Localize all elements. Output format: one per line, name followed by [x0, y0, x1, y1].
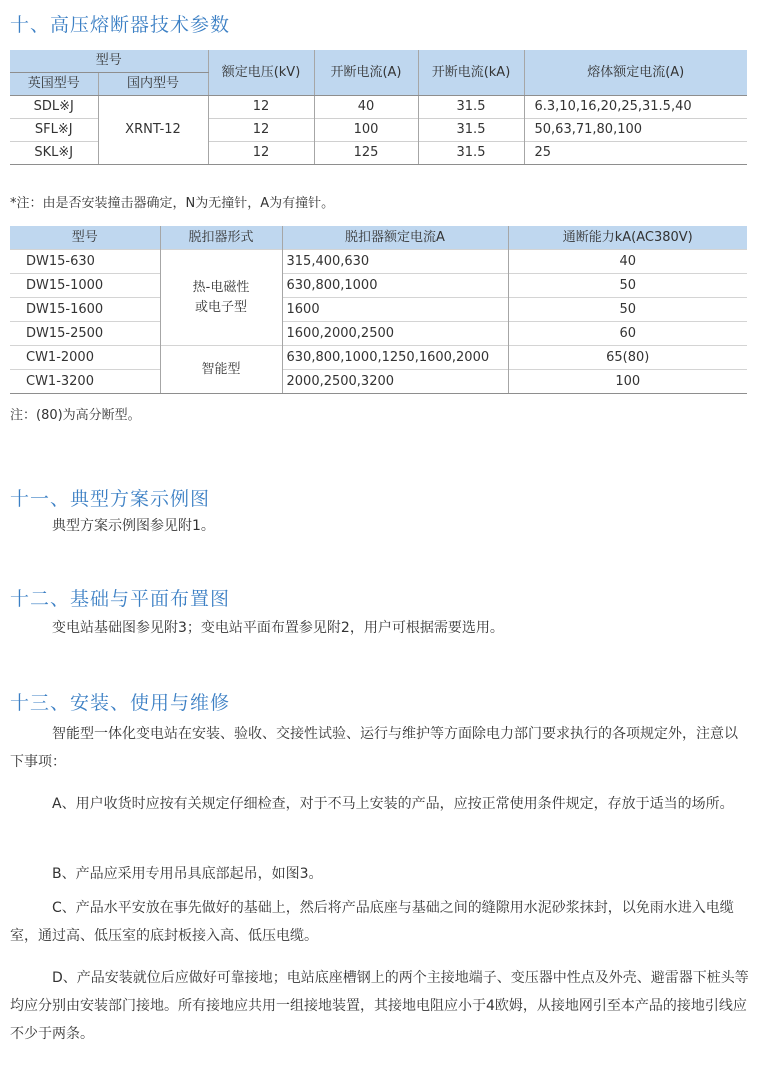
table-row: [10, 370, 747, 394]
header-trip-rated: 脱扣器额定电流A: [282, 226, 508, 250]
table-row: [10, 322, 747, 346]
item-b: B、产品应采用专用吊具底部起吊，如图3。: [52, 866, 323, 882]
table-header-row: [10, 226, 747, 250]
header-model: 型号: [10, 226, 160, 250]
trip-type-line: 或电子型: [194, 299, 247, 315]
table-row: [10, 346, 747, 370]
header-capacity: 通断能力kA(AC380V): [508, 226, 747, 250]
section-13-intro: 智能型一体化变电站在安装、验收、交接性试验、运行与维护等方面除电力部门要求执行的各项规定外，注意以下事项：: [10, 726, 738, 770]
fuse-current: 50,63,71,80,100: [524, 119, 747, 142]
header-cn-model: 国内型号: [98, 73, 208, 96]
voltage: 12: [208, 96, 314, 119]
break-current-ka: 31.5: [418, 96, 524, 119]
table-header-row: [10, 50, 747, 73]
item-d: D、产品安装就位后应做好可靠接地；电站底座槽钢上的两个主接地端子、变压器中性点及外壳、避雷器下桩头等均应分别由安装部门接地。所有接地应共用一组接地装置，其接地电阻应小于4欧姆，从接地网引至本产品的接地引线应不少于两条。: [10, 970, 749, 1042]
breaker-note: 注：(80)为高分断型。: [10, 408, 141, 423]
en-model: SFL※J: [10, 119, 98, 142]
voltage: 12: [208, 142, 314, 165]
trip-type-thermal: [160, 250, 282, 346]
capacity: 50: [508, 298, 747, 322]
trip-rated: 1600,2000,2500: [282, 322, 508, 346]
model: DW15-630: [10, 250, 160, 274]
table-row: [10, 274, 747, 298]
en-model: SKL※J: [10, 142, 98, 165]
capacity: 40: [508, 250, 747, 274]
fuse-spec-table: [10, 50, 747, 165]
break-current-a: 125: [314, 142, 418, 165]
cn-model: XRNT-12: [98, 96, 208, 165]
model: DW15-2500: [10, 322, 160, 346]
break-current-a: 100: [314, 119, 418, 142]
section-10-title: 十、高压熔断器技术参数: [10, 14, 231, 36]
table-row: [10, 250, 747, 274]
model: CW1-3200: [10, 370, 160, 394]
break-current-a: 40: [314, 96, 418, 119]
capacity: 65(80): [508, 346, 747, 370]
section-11-text: 典型方案示例图参见附1。: [52, 518, 215, 534]
model: CW1-2000: [10, 346, 160, 370]
model: DW15-1600: [10, 298, 160, 322]
header-break-a: 开断电流(A): [314, 50, 418, 96]
header-voltage: 额定电压(kV): [208, 50, 314, 96]
header-break-ka: 开断电流(kA): [418, 50, 524, 96]
fuse-current: 25: [524, 142, 747, 165]
capacity: 100: [508, 370, 747, 394]
item-a: A、用户收货时应按有关规定仔细检查，对于不马上安装的产品，应按正常使用条件规定，存放于适当的场所。: [52, 796, 734, 812]
en-model: SDL※J: [10, 96, 98, 119]
item-c: C、产品水平安放在事先做好的基础上，然后将产品底座与基础之间的缝隙用水泥砂浆抹封，以免雨水进入电缆室，通过高、低压室的底封板接入高、低压电缆。: [10, 900, 734, 944]
header-fuse: 熔体额定电流(A): [524, 50, 747, 96]
trip-type-smart: 智能型: [160, 346, 282, 394]
voltage: 12: [208, 119, 314, 142]
capacity: 50: [508, 274, 747, 298]
header-trip-type: 脱扣器形式: [160, 226, 282, 250]
break-current-ka: 31.5: [418, 119, 524, 142]
model: DW15-1000: [10, 274, 160, 298]
trip-rated: 1600: [282, 298, 508, 322]
break-current-ka: 31.5: [418, 142, 524, 165]
trip-rated: 630,800,1000: [282, 274, 508, 298]
header-model: 型号: [10, 50, 208, 73]
trip-rated: 630,800,1000,1250,1600,2000: [282, 346, 508, 370]
table-row: [10, 96, 747, 119]
header-en-model: 英国型号: [10, 73, 98, 96]
trip-rated: 2000,2500,3200: [282, 370, 508, 394]
section-12-title: 十二、基础与平面布置图: [10, 588, 231, 610]
trip-rated: 315,400,630: [282, 250, 508, 274]
capacity: 60: [508, 322, 747, 346]
fuse-current: 6.3,10,16,20,25,31.5,40: [524, 96, 747, 119]
table-row: [10, 298, 747, 322]
section-12-text: 变电站基础图参见附3；变电站平面布置参见附2，用户可根据需要选用。: [52, 620, 504, 636]
section-13-title: 十三、安装、使用与维修: [10, 692, 231, 714]
trip-type-line: 热-电磁性: [192, 279, 250, 295]
fuse-note: *注：由是否安装撞击器确定，N为无撞针，A为有撞针。: [10, 196, 335, 211]
section-11-title: 十一、典型方案示例图: [10, 488, 211, 510]
breaker-spec-table: [10, 226, 747, 394]
